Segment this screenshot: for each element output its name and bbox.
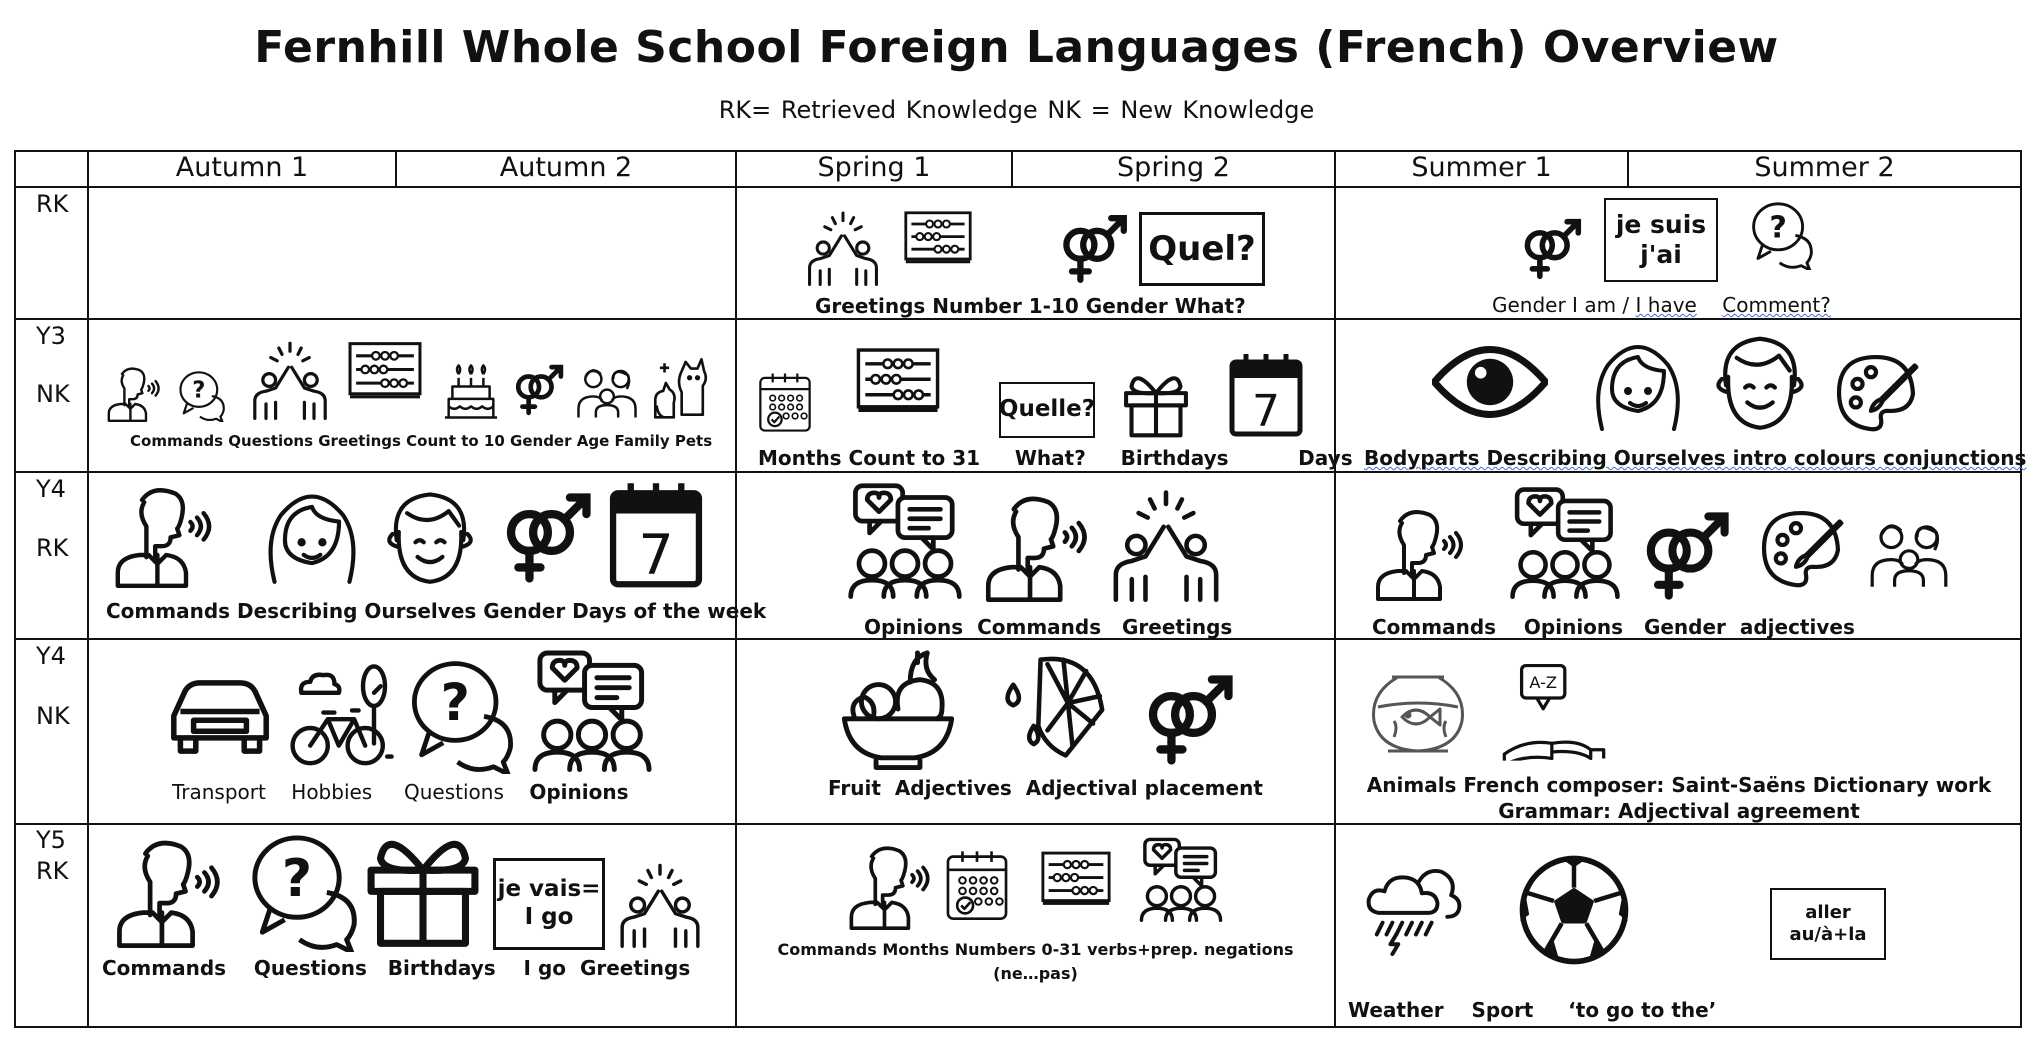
gender-icon [512,362,564,418]
quelle-box: Quelle? [999,382,1095,438]
opinions-icon [1508,478,1622,606]
football-icon [1518,854,1630,966]
question-icon [174,368,228,422]
weather-icon [1360,858,1464,956]
box-line: I go [524,904,574,930]
caption-text: Gender I am / [1492,293,1636,317]
calendar-number: 7 [638,523,674,589]
caption-text: Transport Hobbies Questions [172,780,530,804]
caption-line: Commands Months Numbers 0-31 verbs+prep. negations [777,940,1294,959]
greetings-icon [250,340,330,420]
gender-icon [500,488,592,588]
row-label-y5: Y5 [36,826,66,854]
calendar-icon [757,364,813,440]
rk-summer-caption [1492,293,1831,317]
abacus-icon [855,342,941,420]
calendar-day-icon [608,480,704,590]
y4rk-summer-caption: Commands Opinions Gender adjectives [1372,615,1855,639]
opinions-icon [530,642,654,778]
az-label: A-Z [1529,673,1558,693]
person-talking-icon [104,362,164,422]
birthday-cake-icon [440,358,502,420]
opinions-icon [846,476,964,604]
header-spring-2: Spring 2 [1117,152,1230,183]
greetings-icon [800,210,886,286]
box-line: je suis [1615,210,1707,239]
girl-face-icon [260,478,364,590]
row-label-y4: Y4 [36,642,66,670]
pets-icon [646,354,720,420]
header-spring-1: Spring 1 [817,152,931,183]
girl-face-icon [1588,328,1688,438]
page-title: Fernhill Whole School Foreign Languages (French) Overview [254,22,1779,73]
y4rk-autumn-caption: Commands Describing Ourselves Gender Days of the week [106,599,767,623]
gift-icon [1120,370,1192,438]
y5-summer-caption: Weather Sport ‘to go to the’ [1348,998,1717,1022]
je-suis-box [1604,198,1718,282]
question-icon [1745,198,1817,270]
person-talking-icon [1370,496,1470,606]
caption-line: Grammar: Adjectival agreement [1498,799,1860,823]
row-label-y4: Y4 [36,475,66,503]
box-line: je vais= [497,876,601,903]
fruit-bowl-icon [832,648,964,770]
question-icon [400,654,520,774]
person-talking-icon [104,478,224,588]
question-icon [240,828,364,952]
bike-icon [285,662,397,772]
caption-text: Opinions [529,780,629,804]
gender-icon [1520,216,1582,282]
y5-spring-caption [737,938,1334,986]
y3-autumn-caption: Commands Questions Greetings Count to 10 Gender Age Family Pets [130,432,713,450]
box-line: j'ai [1640,240,1682,269]
fishbowl-icon [1368,666,1468,758]
lemon-slice-icon [992,646,1112,760]
greetings-icon [614,862,706,948]
box-line: au/à+la [1789,924,1867,945]
caption-line: (ne…pas) [993,964,1078,983]
gender-icon [1640,508,1730,604]
row-label-rk: RK [36,857,69,885]
legend-subtitle: RK= Retrieved Knowledge NK = New Knowledge [718,96,1315,124]
gender-icon [1058,214,1128,284]
caption-text: Bodyparts Describing Ourselves intro colours conjunctions [1364,446,2027,470]
dictionary-icon [1500,662,1608,762]
y4rk-spring-caption: Opinions Commands Greetings [864,615,1233,639]
boy-face-icon [378,478,482,590]
header-summer-1: Summer 1 [1411,152,1552,183]
rk-spring-caption: Greetings Number 1-10 Gender What? [815,294,1246,318]
car-icon [165,676,275,758]
row-label-y3: Y3 [36,322,66,350]
je-vais-box [493,858,605,950]
header-autumn-2: Autumn 2 [499,152,633,183]
family-icon [574,358,640,420]
abacus-icon [903,208,973,268]
person-talking-icon [844,838,936,930]
y4nk-spring-caption: Fruit Adjectives Adjectival placement [828,776,1263,800]
box-line: aller [1805,902,1851,924]
eye-icon [1432,346,1548,418]
caption-text [1697,293,1722,317]
header-summer-2: Summer 2 [1754,152,1895,183]
aller-box [1770,888,1886,960]
person-talking-icon [978,486,1096,602]
y3-summer-caption [1364,446,2026,470]
caption-text: I have [1635,293,1697,317]
row-label-rk: RK [36,534,69,562]
caption-line: Animals French composer: Saint-Saëns Dictionary work [1366,773,1992,797]
y5-autumn-caption: Commands Questions Birthdays I go Greetings [102,956,691,980]
header-autumn-1: Autumn 1 [175,152,309,183]
palette-icon [1829,352,1923,436]
row-label-nk: NK [36,380,70,408]
caption-text: Comment? [1722,293,1831,317]
row-label-rk: RK [36,190,69,218]
greetings-icon [1104,488,1228,602]
boy-face-icon [1707,322,1813,436]
gender-icon [1142,670,1234,770]
opinions-icon [1138,834,1224,924]
calendar-icon [944,840,1010,930]
y3-spring-caption: Months Count to 31 What? Birthdays Days [758,446,1353,470]
gift-icon [364,830,482,948]
calendar-number: 7 [1252,386,1280,437]
y4nk-autumn-caption [172,780,628,804]
palette-icon [1756,508,1846,592]
calendar-day-icon [1228,352,1304,438]
abacus-icon [347,340,423,402]
row-label-nk: NK [36,702,70,730]
quel-box: Quel? [1139,212,1265,286]
family-icon [1864,510,1954,590]
person-talking-icon [104,830,234,948]
y4nk-summer-caption [1336,772,2022,824]
abacus-icon [1040,848,1112,910]
